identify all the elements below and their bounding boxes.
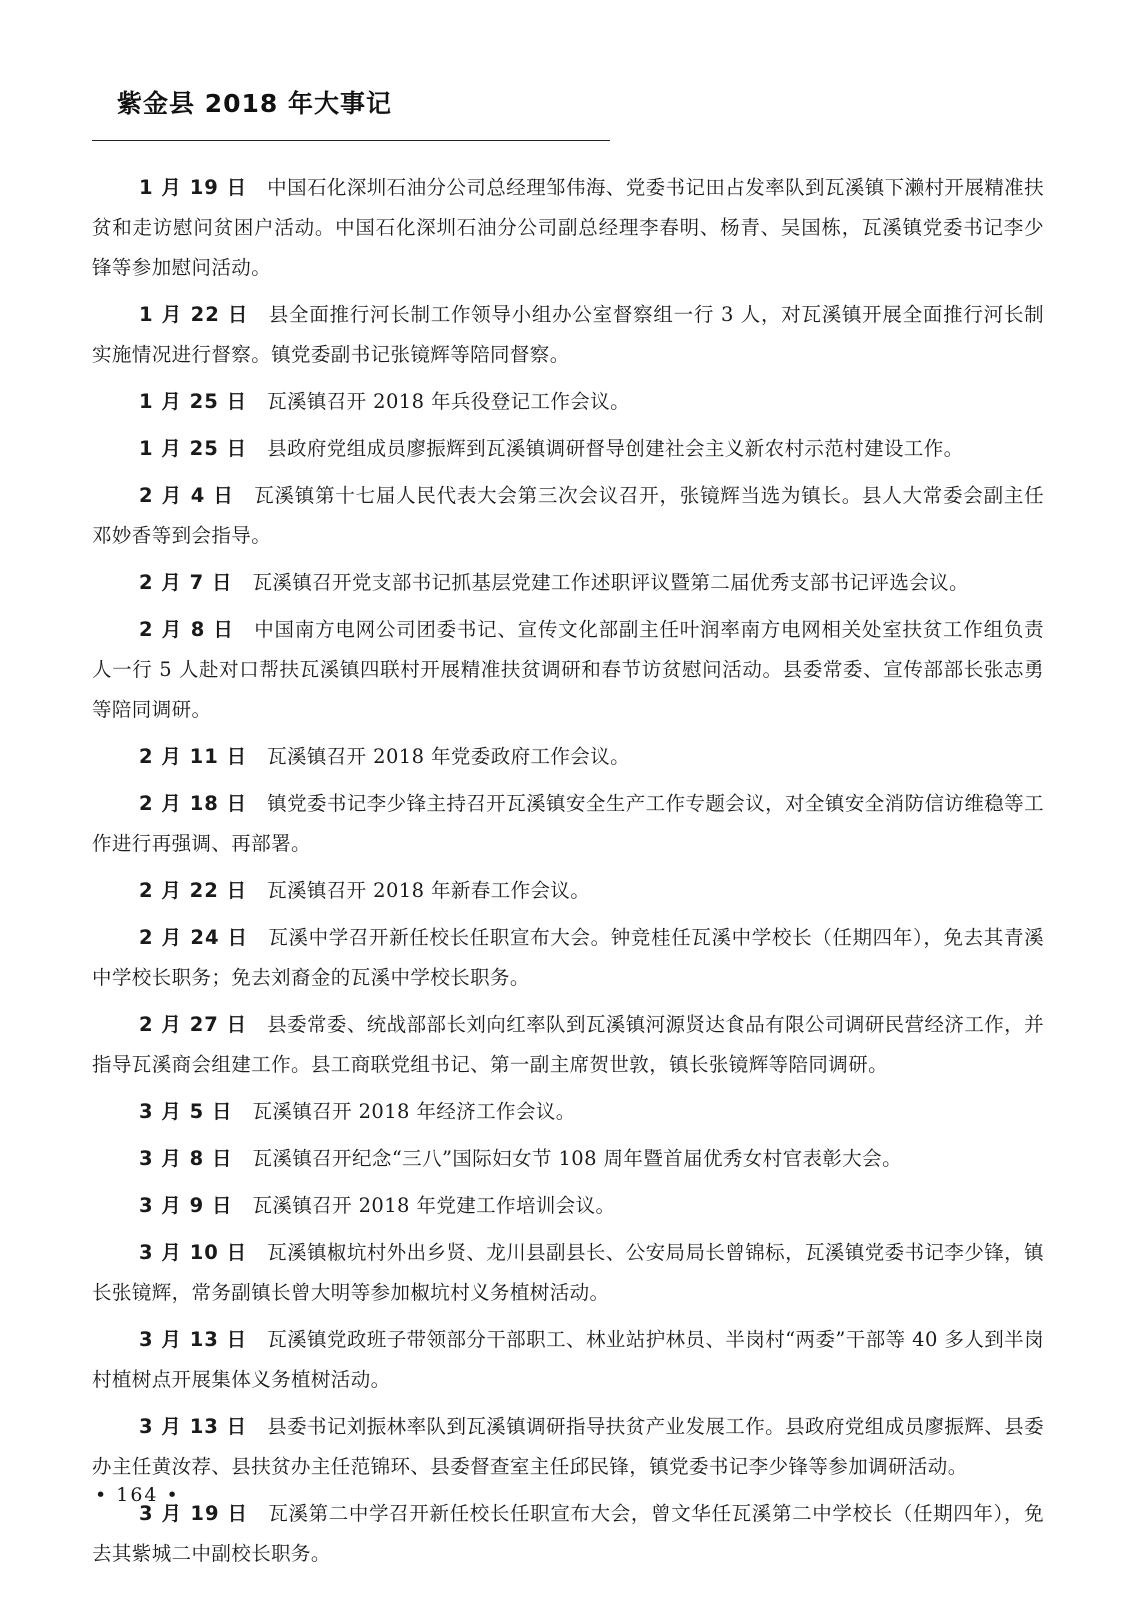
entry-date: 1 月 25 日 xyxy=(139,437,248,460)
entry-text: 瓦溪第二中学召开新任校长任职宣布大会，曾文华任瓦溪第二中学校长（任期四年），免去其紫城二中副校长职务。 xyxy=(92,1502,1044,1565)
running-header-title: 紫金县 2018 年大事记 xyxy=(117,89,392,118)
chronicle-entries xyxy=(92,168,1044,1581)
chronicle-entry xyxy=(92,737,1044,777)
entry-date: 2 月 24 日 xyxy=(139,926,249,949)
entry-text: 瓦溪镇召开 2018 年经济工作会议。 xyxy=(252,1100,576,1123)
chronicle-entry xyxy=(92,918,1044,998)
chronicle-entry xyxy=(92,1407,1044,1487)
chronicle-entry xyxy=(92,784,1044,864)
entry-date: 3 月 13 日 xyxy=(139,1415,248,1438)
chronicle-entry xyxy=(92,563,1044,603)
entry-date: 2 月 8 日 xyxy=(139,618,235,641)
chronicle-entry xyxy=(92,476,1044,556)
entry-text: 中国南方电网公司团委书记、宣传文化部副主任叶润率南方电网相关处室扶贫工作组负责人一行 5 人赴对口帮扶瓦溪镇四联村开展精准扶贫调研和春节访贫慰问活动。县委常委、宣传部部长张志勇等陪同调研。 xyxy=(92,618,1044,721)
entry-date: 1 月 25 日 xyxy=(139,390,248,413)
entry-date: 3 月 5 日 xyxy=(139,1100,233,1123)
chronicle-entry xyxy=(92,295,1044,375)
entry-date: 2 月 27 日 xyxy=(139,1013,248,1036)
entry-date: 1 月 19 日 xyxy=(139,176,248,199)
entry-text: 县委常委、统战部部长刘向红率队到瓦溪镇河源贤达食品有限公司调研民营经济工作，并指导瓦溪商会组建工作。县工商联党组书记、第一副主席贺世敦，镇长张镜辉等陪同调研。 xyxy=(92,1013,1044,1076)
entry-text: 县委书记刘振林率队到瓦溪镇调研指导扶贫产业发展工作。县政府党组成员廖振辉、县委办主任黄汝荐、县扶贫办主任范锦环、县委督查室主任邱民锋，镇党委书记李少锋等参加调研活动。 xyxy=(92,1415,1044,1478)
entry-text: 县全面推行河长制工作领导小组办公室督察组一行 3 人，对瓦溪镇开展全面推行河长制实施情况进行督察。镇党委副书记张镜辉等陪同督察。 xyxy=(92,303,1044,366)
entry-date: 3 月 13 日 xyxy=(139,1328,248,1351)
entry-text: 瓦溪镇召开 2018 年党委政府工作会议。 xyxy=(267,745,631,768)
entry-date: 3 月 9 日 xyxy=(139,1194,233,1217)
chronicle-entry xyxy=(92,168,1044,288)
entry-date: 2 月 11 日 xyxy=(139,745,248,768)
entry-date: 3 月 19 日 xyxy=(139,1502,249,1525)
entry-text: 瓦溪镇召开纪念“三八”国际妇女节 108 周年暨首届优秀女村官表彰大会。 xyxy=(252,1147,902,1170)
entry-date: 2 月 18 日 xyxy=(139,792,248,815)
entry-text: 瓦溪镇召开 2018 年新春工作会议。 xyxy=(267,879,591,902)
entry-text: 瓦溪镇椒坑村外出乡贤、龙川县副县长、公安局局长曾锦标，瓦溪镇党委书记李少锋，镇长张镜辉，常务副镇长曾大明等参加椒坑村义务植树活动。 xyxy=(92,1241,1044,1304)
chronicle-entry xyxy=(92,429,1044,469)
chronicle-entry xyxy=(92,1092,1044,1132)
entry-date: 2 月 22 日 xyxy=(139,879,248,902)
entry-text: 瓦溪中学召开新任校长任职宣布大会。钟竞桂任瓦溪中学校长（任期四年），免去其青溪中学校长职务；免去刘裔金的瓦溪中学校长职务。 xyxy=(92,926,1044,989)
entry-text: 瓦溪镇召开 2018 年党建工作培训会议。 xyxy=(252,1194,616,1217)
chronicle-entry xyxy=(92,1494,1044,1574)
page-number: • 164 • xyxy=(95,1484,180,1506)
chronicle-entry xyxy=(92,1320,1044,1400)
header-rule xyxy=(92,140,610,141)
entry-date: 2 月 4 日 xyxy=(139,484,235,507)
chronicle-entry xyxy=(92,1005,1044,1085)
entry-date: 1 月 22 日 xyxy=(139,303,249,326)
entry-date: 3 月 10 日 xyxy=(139,1241,248,1264)
entry-date: 2 月 7 日 xyxy=(139,571,233,594)
entry-text: 县政府党组成员廖振辉到瓦溪镇调研督导创建社会主义新农村示范村建设工作。 xyxy=(267,437,964,460)
chronicle-entry xyxy=(92,871,1044,911)
entry-text: 瓦溪镇召开 2018 年兵役登记工作会议。 xyxy=(267,390,631,413)
chronicle-entry xyxy=(92,1186,1044,1226)
entry-text: 瓦溪镇党政班子带领部分干部职工、林业站护林员、半岗村“两委”干部等 40 多人到半岗村植树点开展集体义务植树活动。 xyxy=(92,1328,1044,1391)
chronicle-entry xyxy=(92,1233,1044,1313)
entry-text: 瓦溪镇第十七届人民代表大会第三次会议召开，张镜辉当选为镇长。县人大常委会副主任邓妙香等到会指导。 xyxy=(92,484,1044,547)
entry-text: 镇党委书记李少锋主持召开瓦溪镇安全生产工作专题会议，对全镇安全消防信访维稳等工作进行再强调、再部署。 xyxy=(92,792,1044,855)
entry-text: 瓦溪镇召开党支部书记抓基层党建工作述职评议暨第二届优秀支部书记评选会议。 xyxy=(252,571,969,594)
entry-date: 3 月 8 日 xyxy=(139,1147,233,1170)
chronicle-entry xyxy=(92,610,1044,730)
chronicle-entry xyxy=(92,382,1044,422)
chronicle-entry xyxy=(92,1139,1044,1179)
entry-text: 中国石化深圳石油分公司总经理邹伟海、党委书记田占发率队到瓦溪镇下濑村开展精准扶贫和走访慰问贫困户活动。中国石化深圳石油分公司副总经理李春明、杨青、吴国栋，瓦溪镇党委书记李少锋等参加慰问活动。 xyxy=(92,176,1044,279)
